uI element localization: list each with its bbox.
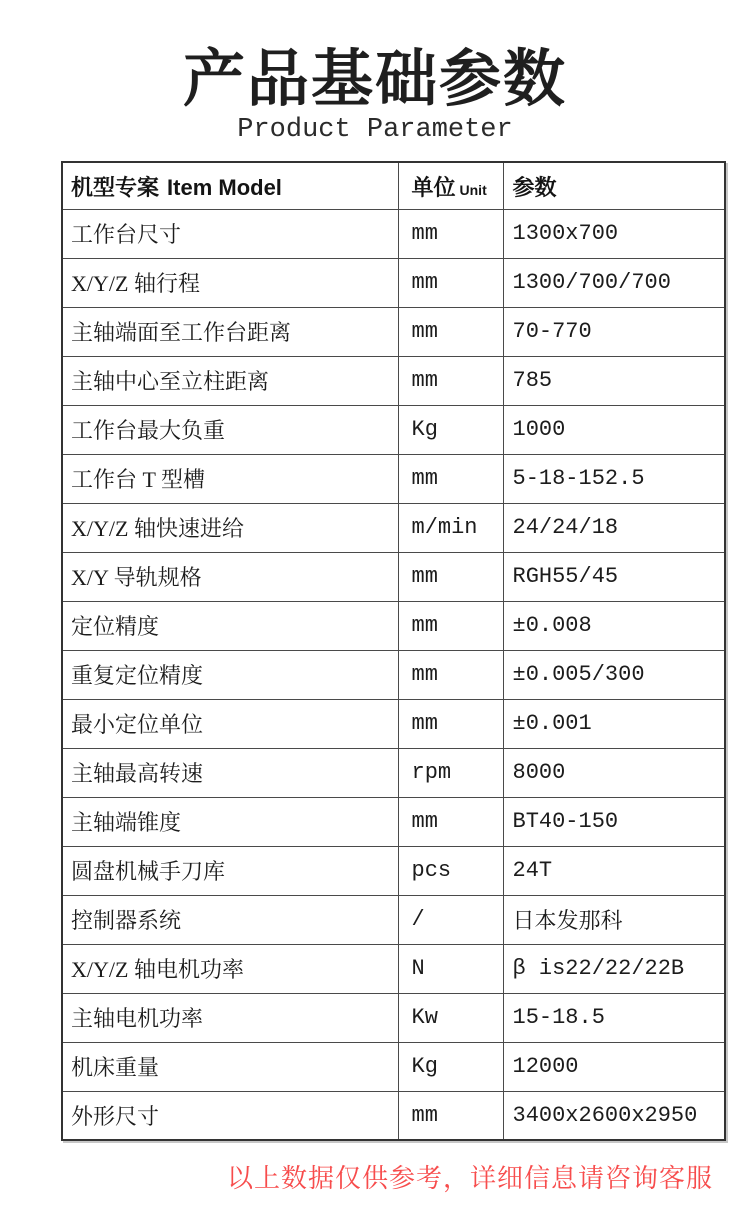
spec-unit: rpm bbox=[398, 748, 503, 797]
table-row bbox=[62, 1042, 725, 1091]
header-item-model bbox=[62, 162, 398, 209]
spec-unit: Kw bbox=[398, 993, 503, 1042]
table-row bbox=[62, 454, 725, 503]
spec-value: ±0.008 bbox=[503, 601, 725, 650]
spec-unit: mm bbox=[398, 601, 503, 650]
spec-label: X/Y/Z 轴快速进给 bbox=[62, 503, 398, 552]
header-item-en: Item Model bbox=[167, 174, 282, 200]
spec-unit: mm bbox=[398, 699, 503, 748]
spec-label: X/Y/Z 轴电机功率 bbox=[62, 944, 398, 993]
spec-unit: / bbox=[398, 895, 503, 944]
table-row bbox=[62, 503, 725, 552]
spec-label: 工作台 T 型槽 bbox=[62, 454, 398, 503]
table-row bbox=[62, 258, 725, 307]
spec-unit: mm bbox=[398, 209, 503, 258]
table-row bbox=[62, 209, 725, 258]
spec-unit: N bbox=[398, 944, 503, 993]
spec-value: 3400x2600x2950 bbox=[503, 1091, 725, 1140]
spec-value: 15-18.5 bbox=[503, 993, 725, 1042]
spec-label: 主轴端锥度 bbox=[62, 797, 398, 846]
spec-value: β is22/22/22B bbox=[503, 944, 725, 993]
spec-label: X/Y/Z 轴行程 bbox=[62, 258, 398, 307]
spec-table-header bbox=[62, 162, 725, 209]
spec-label: 定位精度 bbox=[62, 601, 398, 650]
table-row bbox=[62, 846, 725, 895]
spec-unit: m/min bbox=[398, 503, 503, 552]
header-row bbox=[62, 162, 725, 209]
spec-unit: mm bbox=[398, 797, 503, 846]
spec-unit: mm bbox=[398, 1091, 503, 1140]
spec-unit: mm bbox=[398, 552, 503, 601]
table-row bbox=[62, 748, 725, 797]
spec-label: 机床重量 bbox=[62, 1042, 398, 1091]
spec-label: 主轴中心至立柱距离 bbox=[62, 356, 398, 405]
spec-value: BT40-150 bbox=[503, 797, 725, 846]
spec-value: 24T bbox=[503, 846, 725, 895]
spec-label: 工作台尺寸 bbox=[62, 209, 398, 258]
spec-table-body bbox=[62, 209, 725, 1140]
spec-unit: mm bbox=[398, 454, 503, 503]
spec-value: 70-770 bbox=[503, 307, 725, 356]
spec-unit: Kg bbox=[398, 1042, 503, 1091]
spec-label: 主轴最高转速 bbox=[62, 748, 398, 797]
spec-label: 圆盘机械手刀库 bbox=[62, 846, 398, 895]
spec-value: 12000 bbox=[503, 1042, 725, 1091]
spec-value: 日本发那科 bbox=[503, 895, 725, 944]
table-row bbox=[62, 650, 725, 699]
header-unit-en: Unit bbox=[459, 181, 487, 198]
spec-unit: mm bbox=[398, 356, 503, 405]
spec-label: 控制器系统 bbox=[62, 895, 398, 944]
table-row bbox=[62, 993, 725, 1042]
spec-value: 8000 bbox=[503, 748, 725, 797]
spec-value: ±0.001 bbox=[503, 699, 725, 748]
spec-value: 5-18-152.5 bbox=[503, 454, 725, 503]
spec-label: X/Y 导轨规格 bbox=[62, 552, 398, 601]
table-row bbox=[62, 601, 725, 650]
spec-value: 785 bbox=[503, 356, 725, 405]
table-row bbox=[62, 356, 725, 405]
spec-value: RGH55/45 bbox=[503, 552, 725, 601]
footer-note: 以上数据仅供参考，详细信息请咨询客服 bbox=[226, 1163, 713, 1194]
header-unit bbox=[398, 162, 503, 209]
spec-unit: mm bbox=[398, 650, 503, 699]
spec-value: 1300/700/700 bbox=[503, 258, 725, 307]
spec-unit: mm bbox=[398, 307, 503, 356]
header-parameter bbox=[503, 162, 725, 209]
table-row bbox=[62, 944, 725, 993]
spec-value: 1300x700 bbox=[503, 209, 725, 258]
spec-value: 24/24/18 bbox=[503, 503, 725, 552]
spec-unit: mm bbox=[398, 258, 503, 307]
spec-label: 重复定位精度 bbox=[62, 650, 398, 699]
spec-value: 1000 bbox=[503, 405, 725, 454]
table-row bbox=[62, 307, 725, 356]
table-row bbox=[62, 405, 725, 454]
spec-label: 最小定位单位 bbox=[62, 699, 398, 748]
spec-unit: pcs bbox=[398, 846, 503, 895]
page-subtitle: Product Parameter bbox=[237, 115, 513, 146]
spec-value: ±0.005/300 bbox=[503, 650, 725, 699]
table-row bbox=[62, 699, 725, 748]
header-item-cn: 机型专案 bbox=[71, 174, 160, 200]
table-row bbox=[62, 895, 725, 944]
spec-label: 主轴电机功率 bbox=[62, 993, 398, 1042]
spec-label: 工作台最大负重 bbox=[62, 405, 398, 454]
header-unit-cn: 单位 bbox=[411, 174, 456, 200]
spec-label: 主轴端面至工作台距离 bbox=[62, 307, 398, 356]
spec-unit: Kg bbox=[398, 405, 503, 454]
header-param-cn: 参数 bbox=[512, 174, 557, 200]
page-title: 产品基础参数 bbox=[182, 45, 567, 114]
spec-table bbox=[61, 161, 726, 1141]
spec-label: 外形尺寸 bbox=[62, 1091, 398, 1140]
table-row bbox=[62, 1091, 725, 1140]
table-row bbox=[62, 797, 725, 846]
table-row bbox=[62, 552, 725, 601]
